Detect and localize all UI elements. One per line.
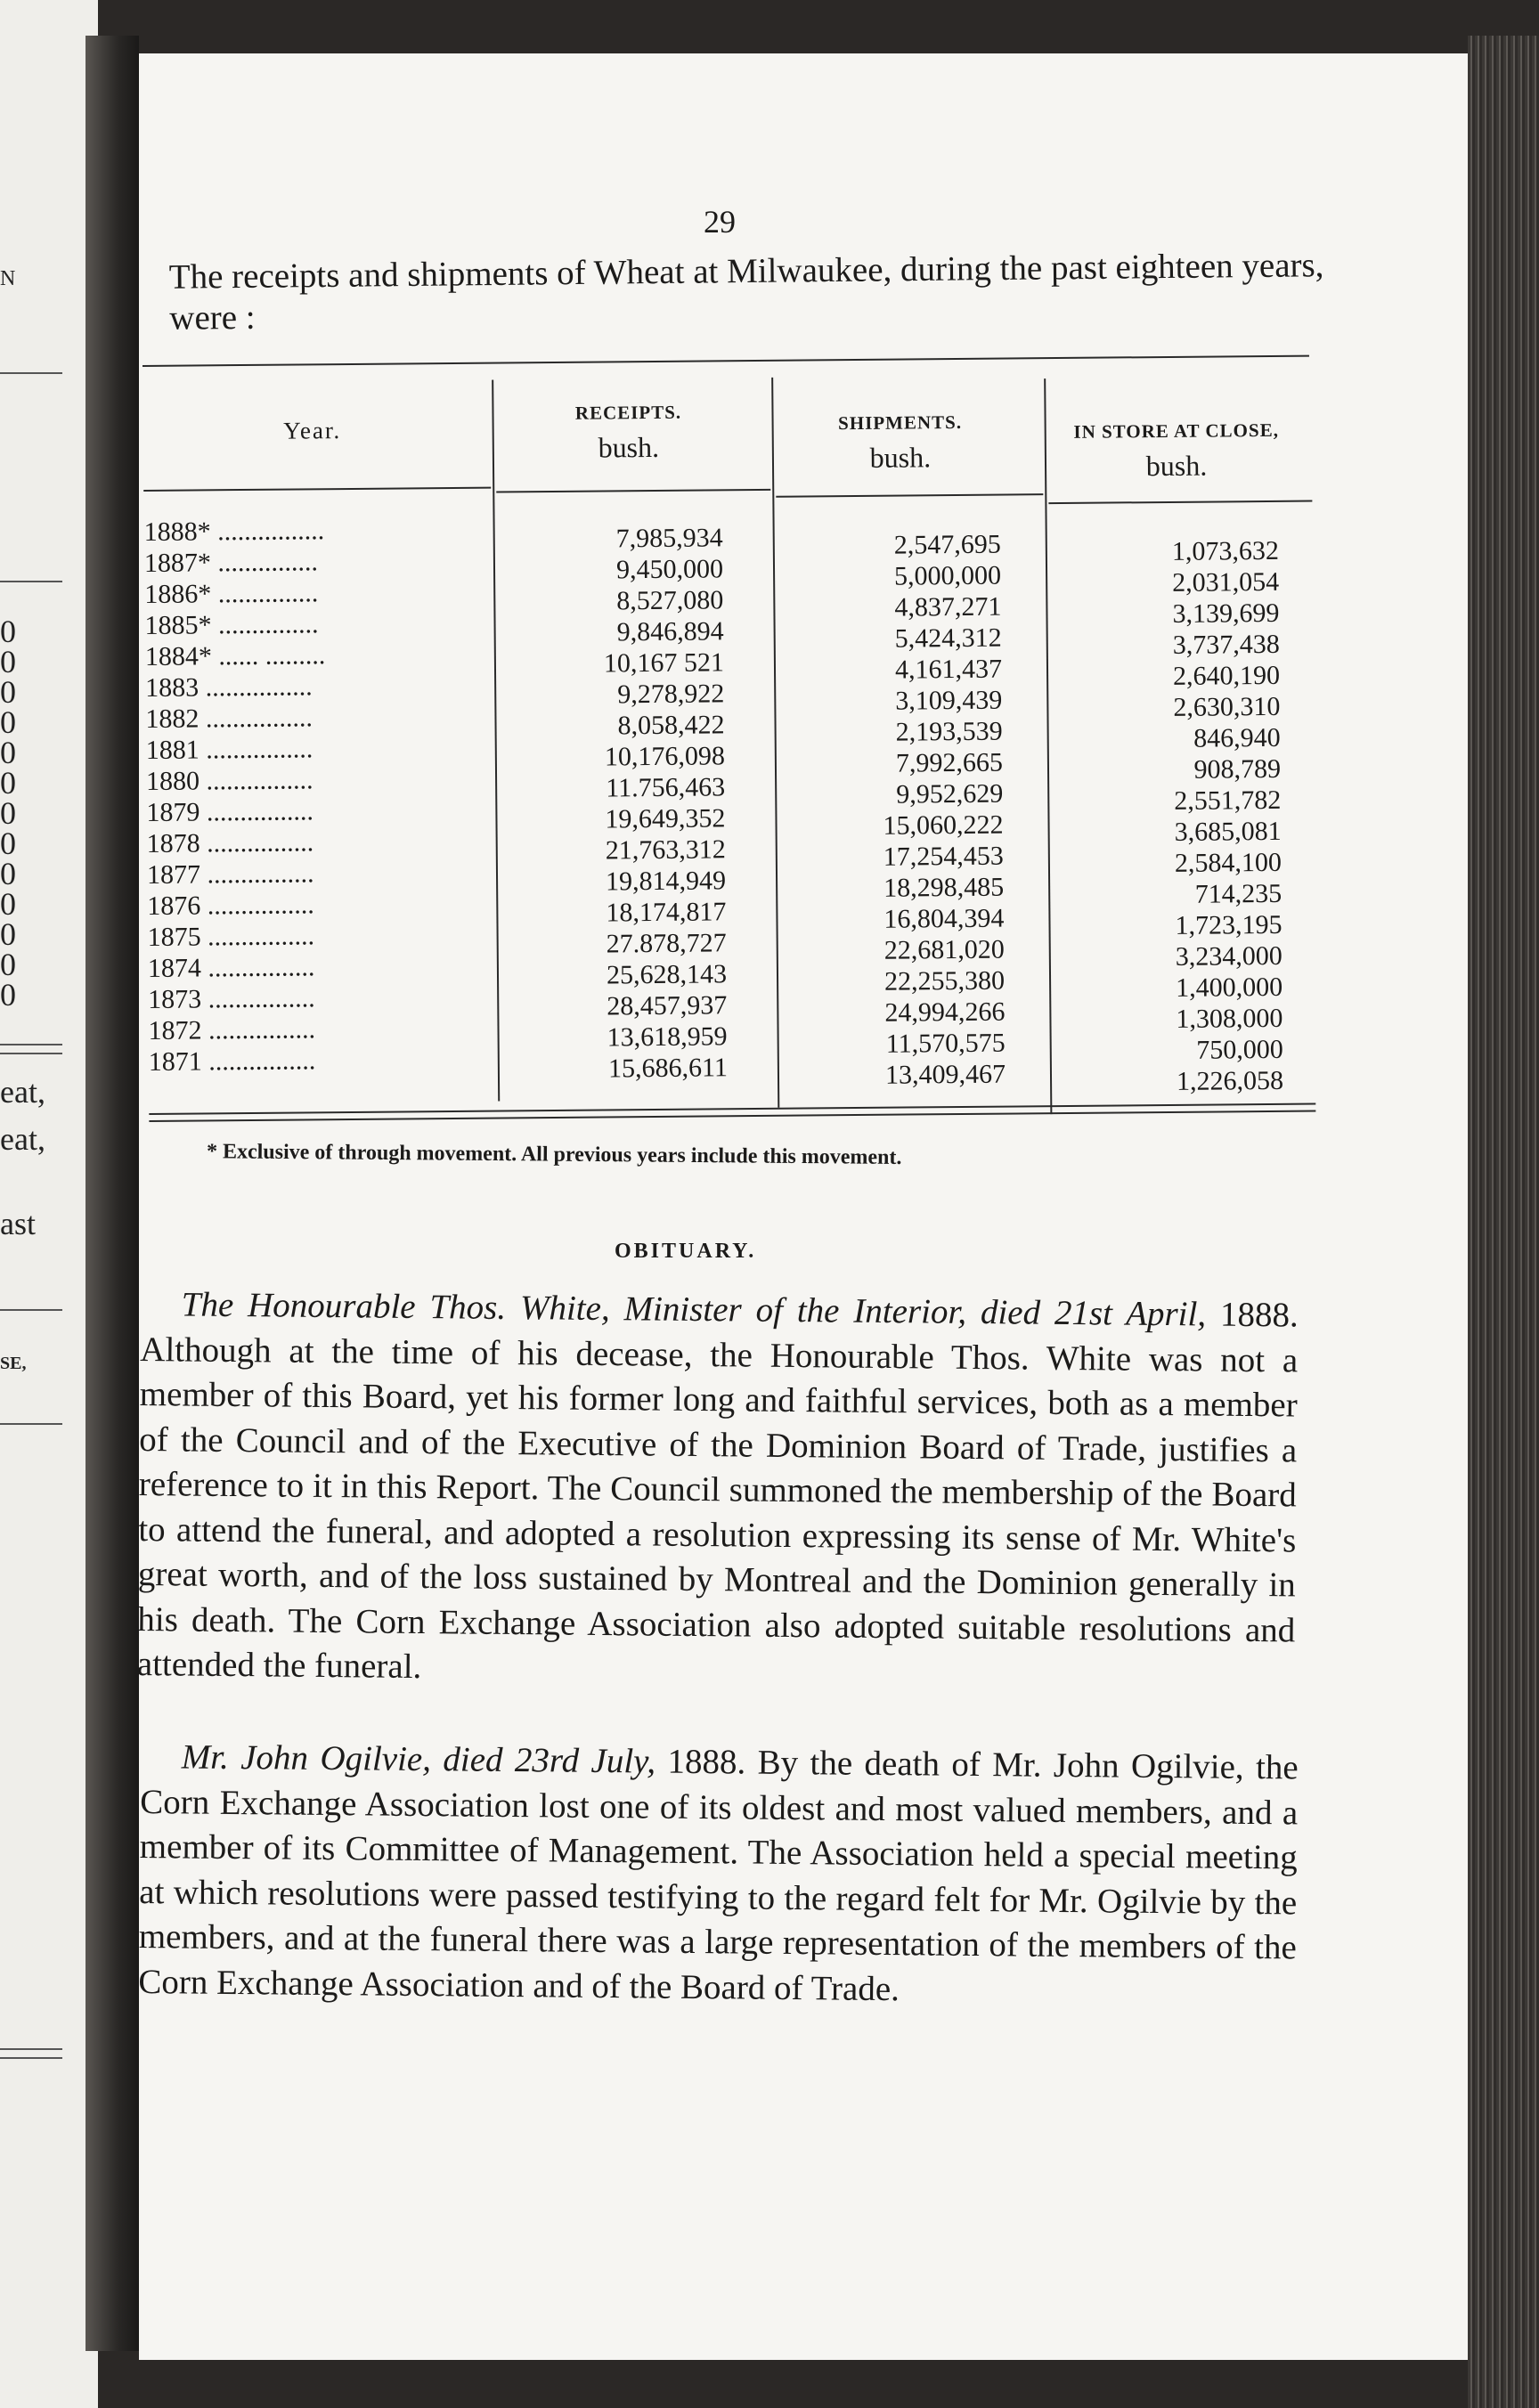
facing-page-text: 0	[0, 916, 16, 952]
header-in-store	[1043, 419, 1311, 484]
table-cell-receipts: 19,649,352	[605, 803, 726, 834]
book-gutter	[86, 36, 139, 2351]
header-shipments-unit: bush.	[869, 441, 932, 474]
table-cell-year: 1871 ................	[148, 1045, 316, 1077]
table-cell-in-store: 2,031,054	[1172, 566, 1280, 598]
divider	[0, 1044, 62, 1045]
table-cell-receipts: 9,846,894	[616, 616, 724, 647]
wheat-table	[142, 354, 1324, 1130]
table-cell-year: 1884* ...... .........	[144, 640, 326, 671]
header-shipments	[775, 411, 1025, 475]
facing-page-text: 0	[0, 826, 16, 861]
table-cell-in-store: 2,584,100	[1174, 847, 1282, 878]
table-cell-shipments: 11,570,575	[885, 1028, 1006, 1059]
header-rule	[776, 493, 1043, 498]
header-receipts-label: RECEIPTS.	[574, 401, 682, 424]
table-cell-receipts: 11.756,463	[606, 772, 726, 803]
table-cell-in-store: 1,400,000	[1176, 972, 1283, 1003]
table-cell-in-store: 1,226,058	[1176, 1065, 1284, 1096]
table-cell-receipts: 19,814,949	[605, 866, 727, 897]
table-cell-shipments: 17,254,453	[883, 841, 1004, 872]
header-in-store-unit: bush.	[1145, 449, 1208, 483]
year-column	[143, 514, 486, 1078]
table-cell-in-store: 3,685,081	[1174, 816, 1282, 847]
table-cell-receipts: 13,618,959	[607, 1021, 728, 1053]
table-cell-receipts: 9,450,000	[615, 554, 724, 585]
table-cell-shipments: 24,994,266	[884, 997, 1006, 1028]
table-cell-in-store: 1,723,195	[1175, 909, 1282, 940]
table-cell-year: 1880 ................	[145, 765, 314, 796]
table-cell-year: 1883 ................	[145, 671, 313, 703]
header-rule	[143, 487, 491, 492]
table-cell-shipments: 16,804,394	[884, 903, 1005, 934]
header-receipts-unit: bush.	[598, 430, 660, 464]
obituary-paragraph	[137, 1282, 1299, 1698]
facing-page-text: 0	[0, 795, 16, 831]
facing-page-text: 0	[0, 644, 16, 679]
facing-page-text: 0	[0, 947, 16, 982]
facing-page-text: 0	[0, 856, 16, 891]
table-cell-year: 1881 ................	[145, 734, 314, 765]
divider	[0, 2048, 62, 2050]
table-cell-shipments: 4,161,437	[894, 654, 1003, 685]
header-receipts	[494, 401, 762, 466]
table-cell-year: 1876 ................	[147, 890, 314, 921]
table-cell-in-store: 2,630,310	[1173, 691, 1281, 722]
header-in-store-label: IN STORE AT CLOSE,	[1073, 419, 1279, 443]
table-cell-in-store: 908,789	[1193, 753, 1282, 785]
table-cell-shipments: 22,255,380	[884, 965, 1006, 997]
table-cell-in-store: 3,139,699	[1172, 598, 1280, 629]
facing-page-fragment	[0, 0, 98, 2408]
divider	[0, 581, 62, 582]
table-cell-year: 1878 ................	[146, 827, 314, 858]
table-cell-shipments: 22,681,020	[884, 934, 1005, 965]
table-cell-year: 1885* ...............	[144, 609, 319, 640]
receipts-column	[501, 522, 728, 1085]
facing-page-text: N	[0, 267, 16, 290]
facing-page-text: eat,	[0, 1074, 45, 1110]
facing-page-text: eat,	[0, 1121, 45, 1157]
table-cell-shipments: 2,547,695	[893, 529, 1001, 560]
obituary-lead: Mr. John Ogilvie, died 23rd July,	[181, 1737, 656, 1781]
obituary-body: 1888. Although at the time of his decease, the Honourable Thos. White was not a member of this Board, yet his former long and faithful services, both as a member of the Council and of the Executive of the Dominion Board of Trade, justifies a reference to it in this Report. The Council summoned the membership of the Board to attend the funeral, and adopted a resolution expressing its sense of Mr. White's great worth, and of the loss sustained by Montreal and the Dominion generally in his death. The Corn Exchange Association also adopted suitable resolutions and attended the funeral.	[136, 1295, 1299, 1687]
table-cell-in-store: 1,308,000	[1176, 1003, 1283, 1034]
table-cell-shipments: 15,060,222	[883, 809, 1004, 841]
page-number: 29	[704, 204, 736, 240]
table-cell-in-store: 846,940	[1193, 722, 1281, 753]
facing-page-text: 0	[0, 977, 16, 1013]
table-cell-year: 1888* ................	[143, 516, 325, 547]
table-cell-year: 1872 ................	[148, 1014, 316, 1045]
table-cell-shipments: 3,109,439	[895, 685, 1003, 716]
table-cell-receipts: 8,527,080	[616, 585, 724, 616]
facing-page-text: 0	[0, 704, 16, 740]
facing-page-text: SE,	[0, 1354, 27, 1373]
shipments-column	[778, 529, 1006, 1092]
table-cell-shipments: 2,193,539	[895, 716, 1003, 747]
facing-page-text: 0	[0, 886, 16, 922]
column-divider	[1044, 378, 1052, 1114]
facing-page-text: 0	[0, 674, 16, 710]
table-cell-receipts: 15,686,611	[607, 1053, 729, 1084]
table-cell-in-store: 714,235	[1194, 878, 1282, 909]
obituary-body: 1888. By the death of Mr. John Ogilvie, the Corn Exchange Association lost one of its oldest and most valued members, and a member of its Committee of Management. The Association held a special meeting at which resolutions were passed testifying to the regard felt for Mr. Ogilvie by the members, and at the funeral there was a large representation of the members of the Corn Exchange Association and of the Board of Trade.	[138, 1742, 1299, 2008]
facing-page-text: 0	[0, 735, 16, 770]
table-cell-receipts: 18,174,817	[606, 897, 727, 928]
table-cell-year: 1873 ................	[148, 983, 315, 1014]
table-cell-receipts: 10,176,098	[604, 741, 725, 772]
table-cell-in-store: 3,737,438	[1172, 629, 1280, 660]
table-cell-receipts: 8,058,422	[617, 710, 725, 741]
table-cell-receipts: 28,457,937	[607, 990, 728, 1021]
in-store-column	[1051, 535, 1283, 1098]
header-year: Year.	[283, 417, 342, 444]
table-cell-year: 1874 ................	[147, 952, 315, 983]
column-divider	[492, 380, 500, 1102]
table-cell-year: 1882 ................	[145, 703, 314, 734]
table-cell-year: 1875 ................	[147, 921, 315, 952]
facing-page-text: 0	[0, 614, 16, 649]
divider	[0, 372, 62, 374]
obituary-paragraph	[138, 1735, 1299, 2015]
obituary-heading: OBITUARY.	[615, 1240, 757, 1263]
divider	[0, 2057, 62, 2059]
table-cell-year: 1877 ................	[146, 858, 314, 890]
table-cell-year: 1879 ................	[146, 796, 314, 827]
column-divider	[771, 378, 779, 1108]
table-cell-shipments: 5,000,000	[893, 560, 1002, 591]
header-rule	[1048, 500, 1312, 505]
divider	[0, 1309, 62, 1311]
table-cell-receipts: 27.878,727	[606, 928, 727, 959]
header-shipments-label: SHIPMENTS.	[838, 411, 963, 435]
facing-page-text: 0	[0, 765, 16, 801]
table-footnote: * Exclusive of through movement. All previous years include this movement.	[206, 1140, 902, 1170]
facing-page-text: ast	[0, 1206, 36, 1241]
table-cell-in-store: 3,234,000	[1175, 940, 1282, 972]
table-cell-receipts: 10,167 521	[603, 647, 725, 679]
table-cell-in-store: 750,000	[1196, 1034, 1283, 1065]
intro-paragraph: The receipts and shipments of Wheat at Milwaukee, during the past eighteen years, were :	[168, 246, 1324, 338]
table-cell-year: 1887* ...............	[143, 547, 319, 578]
table-cell-year: 1886* ...............	[144, 578, 319, 609]
table-cell-shipments: 18,298,485	[884, 872, 1005, 903]
table-cell-shipments: 9,952,629	[896, 778, 1004, 809]
table-cell-in-store: 2,640,190	[1172, 660, 1281, 691]
table-cell-shipments: 4,837,271	[894, 591, 1002, 622]
divider	[0, 1053, 62, 1054]
table-cell-receipts: 25,628,143	[606, 959, 728, 990]
table-cell-shipments: 13,409,467	[884, 1059, 1006, 1090]
table-cell-in-store: 1,073,632	[1171, 535, 1280, 566]
header-rule	[496, 489, 770, 493]
page-edges	[1468, 36, 1539, 2408]
table-cell-receipts: 7,985,934	[615, 523, 723, 554]
obituary-lead: The Honourable Thos. White, Minister of the Interior, died 21st April,	[181, 1285, 1207, 1334]
table-cell-receipts: 9,278,922	[617, 679, 725, 710]
table-cell-in-store: 2,551,782	[1174, 785, 1282, 816]
table-cell-shipments: 7,992,665	[895, 747, 1004, 778]
table-cell-shipments: 5,424,312	[894, 622, 1002, 654]
divider	[0, 1423, 62, 1425]
table-cell-receipts: 21,763,312	[605, 834, 726, 866]
